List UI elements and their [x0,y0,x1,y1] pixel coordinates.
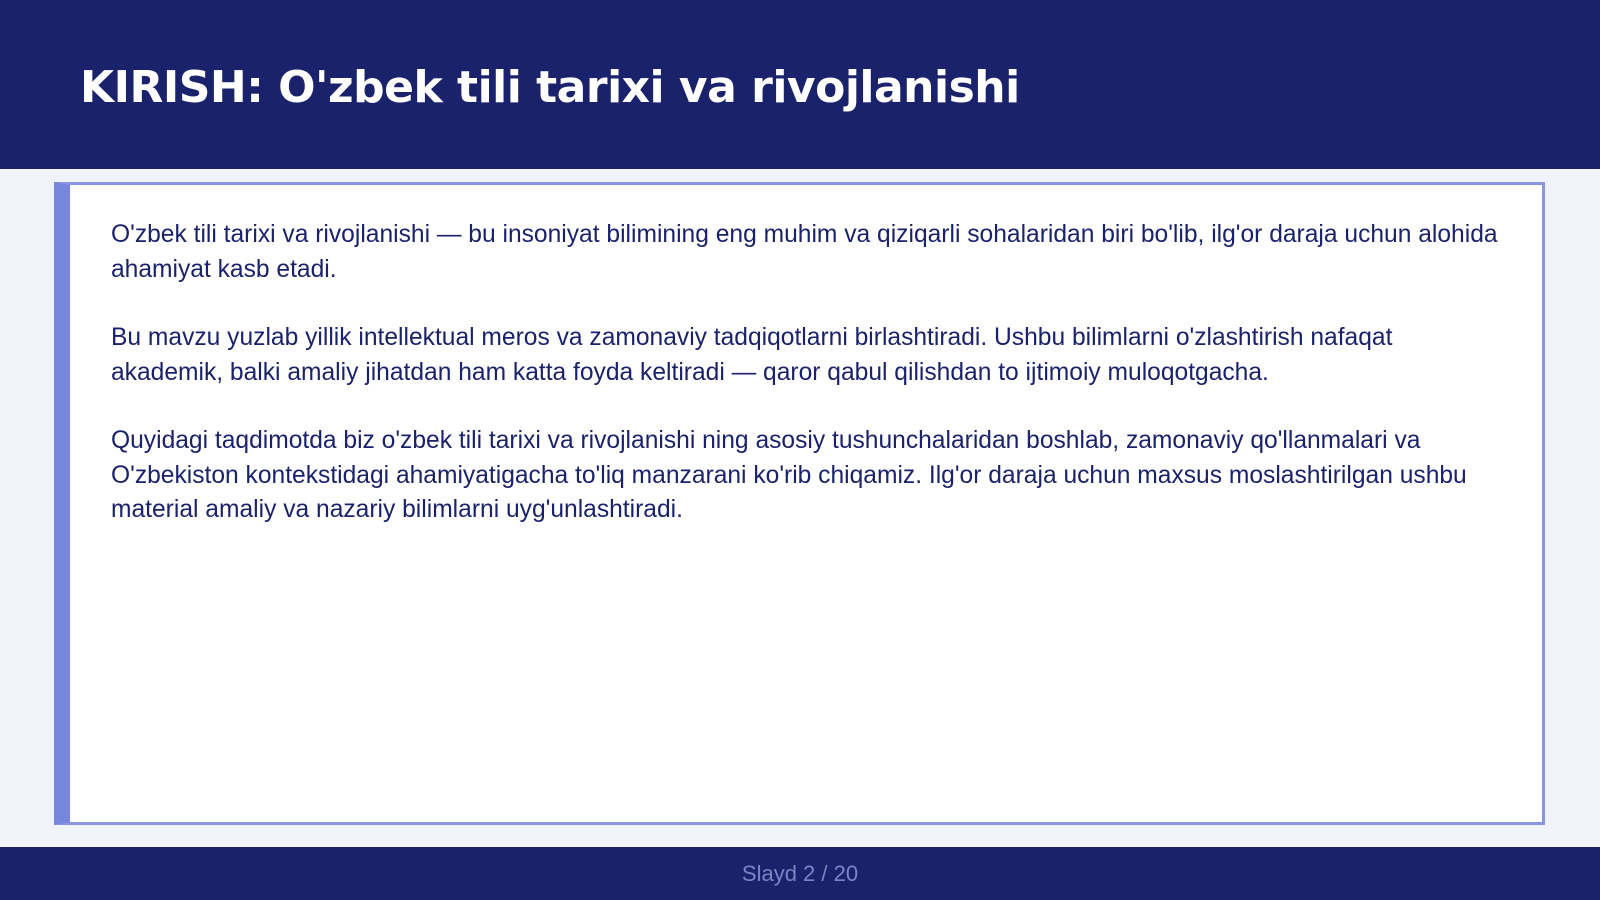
paragraph-overview: Quyidagi taqdimotda biz o'zbek tili tarixi va rivojlanishi ning asosiy tushunchalaridan boshlab, zamonaviy qo'llanmalari va O'zbekiston kontekstidagi ahamiyatigacha to'liq manzarani ko'rib chiqamiz. Ilg'or daraja uchun maxsus moslashtirilgan ushbu material amaliy va nazariy bilimlarni uyg'unlashtiradi. [111,427,1467,523]
slide-title: KIRISH: O'zbek tili tarixi va rivojlanishi [80,62,1020,113]
slide-footer [0,847,1600,900]
content-card [54,182,1545,825]
slide-counter: Slayd 2 / 20 [741,861,859,886]
paragraph-intro: O'zbek tili tarixi va rivojlanishi — bu insoniyat bilimining eng muhim va qiziqarli sohalaridan biri bo'lib, ilg'or daraja uchun alohida ahamiyat kasb etadi. [111,221,1498,283]
paragraph-heritage: Bu mavzu yuzlab yillik intellektual meros va zamonaviy tadqiqotlarni birlashtiradi. Ushbu bilimlarni o'zlashtirish nafaqat akademik, balki amaliy jihatdan ham katta foyda keltiradi — qaror qabul qilishdan to ijtimoiy muloqotgacha. [111,324,1393,386]
content-body [111,218,1506,562]
slide-header [0,0,1600,169]
